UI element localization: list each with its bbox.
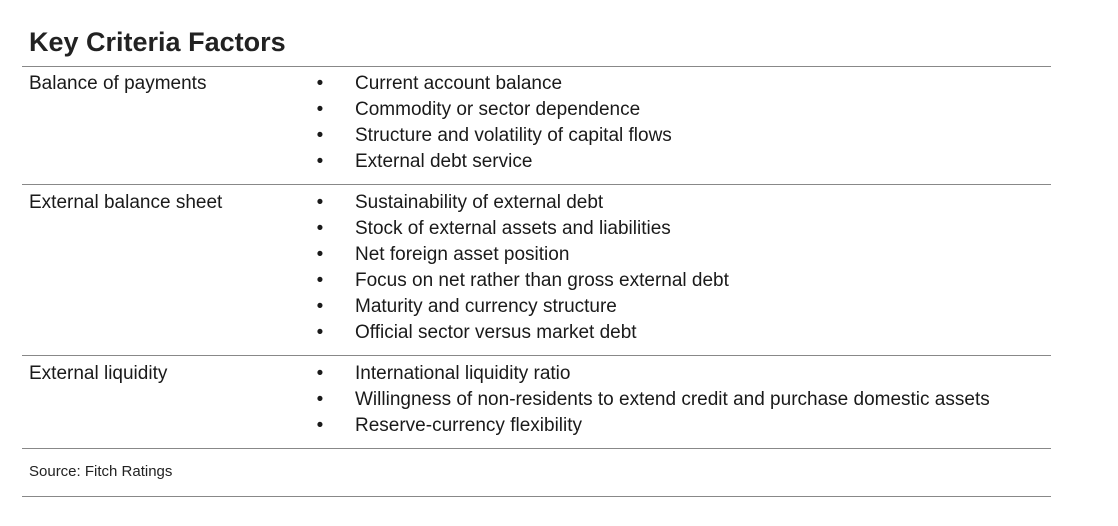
list-item-text: Stock of external assets and liabilities — [355, 218, 671, 239]
list-item-text: Sustainability of external debt — [355, 192, 604, 213]
table-top-divider — [22, 66, 1051, 67]
factor-label: External balance sheet — [29, 192, 223, 213]
row-divider — [22, 448, 1051, 449]
list-item-text: Official sector versus market debt — [355, 322, 637, 343]
bullet-icon: • — [316, 296, 324, 317]
row-divider — [22, 355, 1051, 356]
table-bottom-divider — [22, 496, 1051, 497]
row-divider — [22, 184, 1051, 185]
bullet-icon: • — [316, 270, 324, 291]
list-item-text: International liquidity ratio — [355, 363, 571, 384]
source-note: Source: Fitch Ratings — [29, 463, 173, 480]
page-title: Key Criteria Factors — [29, 27, 286, 57]
factor-label: External liquidity — [29, 363, 168, 384]
list-item-text: External debt service — [355, 151, 533, 172]
bullet-icon: • — [316, 363, 324, 384]
bullet-icon: • — [316, 192, 324, 213]
list-item-text: Net foreign asset position — [355, 244, 570, 265]
list-item-text: Current account balance — [355, 73, 563, 94]
list-item-text: Willingness of non-residents to extend credit and purchase domestic assets — [355, 389, 990, 410]
list-item-text: Reserve-currency flexibility — [355, 415, 583, 436]
factor-label: Balance of payments — [29, 73, 207, 94]
bullet-icon: • — [316, 415, 324, 436]
list-item-text: Focus on net rather than gross external debt — [355, 270, 729, 291]
list-item-text: Commodity or sector dependence — [355, 99, 641, 120]
bullet-icon: • — [316, 99, 324, 120]
bullet-icon: • — [316, 244, 324, 265]
bullet-icon: • — [316, 151, 324, 172]
bullet-icon: • — [316, 389, 324, 410]
bullet-icon: • — [316, 73, 324, 94]
bullet-icon: • — [316, 218, 324, 239]
list-item-text: Structure and volatility of capital flows — [355, 125, 672, 146]
bullet-icon: • — [316, 322, 324, 343]
bullet-icon: • — [316, 125, 324, 146]
list-item-text: Maturity and currency structure — [355, 296, 617, 317]
